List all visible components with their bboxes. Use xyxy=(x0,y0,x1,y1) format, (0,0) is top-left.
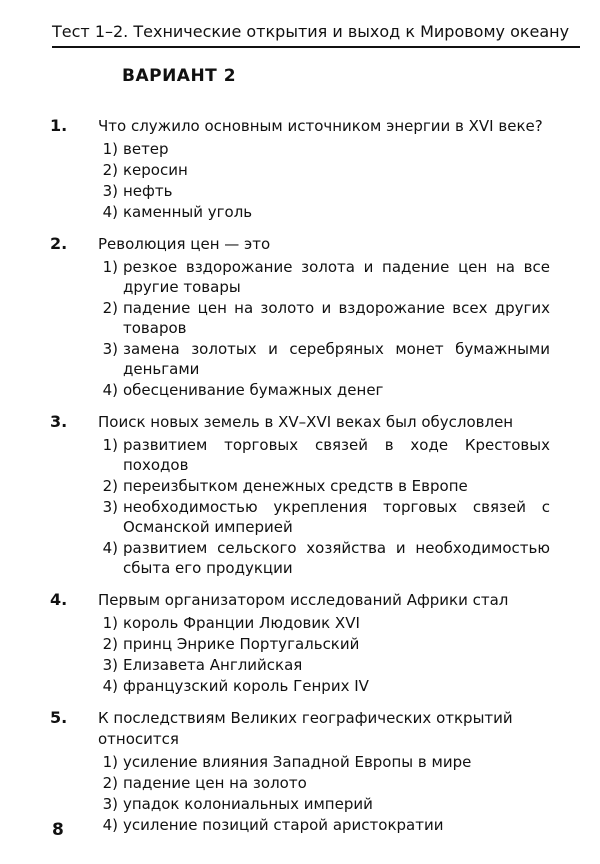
option-number: 4) xyxy=(102,816,118,834)
question-number: 5. xyxy=(50,708,68,727)
option-number: 4) xyxy=(102,381,118,399)
question-5 xyxy=(50,708,550,835)
answer-option xyxy=(98,339,550,379)
answer-option xyxy=(98,181,550,201)
option-text: резкое вздорожание золота и падение цен на все другие товары xyxy=(123,258,550,296)
option-number: 4) xyxy=(102,677,118,695)
option-text: падение цен на золото xyxy=(123,774,307,792)
option-number: 3) xyxy=(102,656,118,674)
answer-options xyxy=(98,435,550,578)
option-number: 4) xyxy=(102,539,118,557)
option-number: 3) xyxy=(102,498,118,516)
question-text: К последствиям Великих географических открытий относится xyxy=(98,709,513,748)
answer-option xyxy=(98,538,550,578)
answer-option xyxy=(98,380,550,400)
question-text: Первым организатором исследований Африки стал xyxy=(98,591,509,609)
option-number: 1) xyxy=(102,436,118,454)
question-2 xyxy=(50,234,550,400)
option-number: 2) xyxy=(102,635,118,653)
answer-options xyxy=(98,752,550,835)
answer-option xyxy=(98,298,550,338)
option-text: керосин xyxy=(123,161,188,179)
option-text: король Франции Людовик XVI xyxy=(123,614,360,632)
question-text: Поиск новых земель в XV–XVI веках был обусловлен xyxy=(98,413,514,431)
option-text: замена золотых и серебряных монет бумажными деньгами xyxy=(123,340,550,378)
option-number: 1) xyxy=(102,140,118,158)
answer-option xyxy=(98,752,550,772)
answer-option xyxy=(98,773,550,793)
option-text: каменный уголь xyxy=(123,203,253,221)
answer-option xyxy=(98,160,550,180)
answer-options xyxy=(98,257,550,400)
question-4 xyxy=(50,590,550,696)
option-text: упадок колониальных империй xyxy=(123,795,373,813)
option-text: принц Энрике Португальский xyxy=(123,635,360,653)
option-text: ветер xyxy=(123,140,169,158)
page-number: 8 xyxy=(52,820,64,840)
answer-option xyxy=(98,676,550,696)
option-text: усиление влияния Западной Европы в мире xyxy=(123,753,472,771)
question-number: 2. xyxy=(50,234,68,253)
option-number: 3) xyxy=(102,340,118,358)
answer-option xyxy=(98,257,550,297)
question-list xyxy=(50,116,550,847)
answer-option xyxy=(98,815,550,835)
option-text: обесценивание бумажных денег xyxy=(123,381,384,399)
page-header: Тест 1–2. Технические открытия и выход к Мировому океану xyxy=(52,22,570,41)
answer-option xyxy=(98,634,550,654)
answer-option xyxy=(98,655,550,675)
option-number: 3) xyxy=(102,795,118,813)
option-text: нефть xyxy=(123,182,173,200)
option-number: 1) xyxy=(102,753,118,771)
answer-option xyxy=(98,476,550,496)
option-text: переизбытком денежных средств в Европе xyxy=(123,477,468,495)
question-number: 1. xyxy=(50,116,68,135)
answer-option xyxy=(98,613,550,633)
option-number: 1) xyxy=(102,258,118,276)
header-divider xyxy=(52,46,580,48)
answer-options xyxy=(98,139,550,222)
answer-option xyxy=(98,139,550,159)
question-1 xyxy=(50,116,550,222)
option-number: 2) xyxy=(102,299,118,317)
option-text: развитием сельского хозяйства и необходимостью сбыта его продукции xyxy=(123,539,550,577)
option-number: 2) xyxy=(102,774,118,792)
question-text: Революция цен — это xyxy=(98,235,271,253)
option-text: развитием торговых связей в ходе Крестовых походов xyxy=(123,436,550,474)
answer-options xyxy=(98,613,550,696)
question-3 xyxy=(50,412,550,578)
option-number: 2) xyxy=(102,161,118,179)
answer-option xyxy=(98,202,550,222)
option-text: необходимостью укрепления торговых связей с Османской империей xyxy=(123,498,550,536)
option-text: падение цен на золото и вздорожание всех других товаров xyxy=(123,299,550,337)
option-number: 4) xyxy=(102,203,118,221)
option-number: 2) xyxy=(102,477,118,495)
answer-option xyxy=(98,435,550,475)
answer-option xyxy=(98,497,550,537)
question-text: Что служило основным источником энергии в XVI веке? xyxy=(98,117,543,135)
option-text: усиление позиций старой аристократии xyxy=(123,816,444,834)
option-number: 1) xyxy=(102,614,118,632)
question-number: 4. xyxy=(50,590,68,609)
option-number: 3) xyxy=(102,182,118,200)
answer-option xyxy=(98,794,550,814)
question-number: 3. xyxy=(50,412,68,431)
option-text: французский король Генрих IV xyxy=(123,677,369,695)
variant-title: ВАРИАНТ 2 xyxy=(122,66,237,86)
option-text: Елизавета Английская xyxy=(123,656,303,674)
